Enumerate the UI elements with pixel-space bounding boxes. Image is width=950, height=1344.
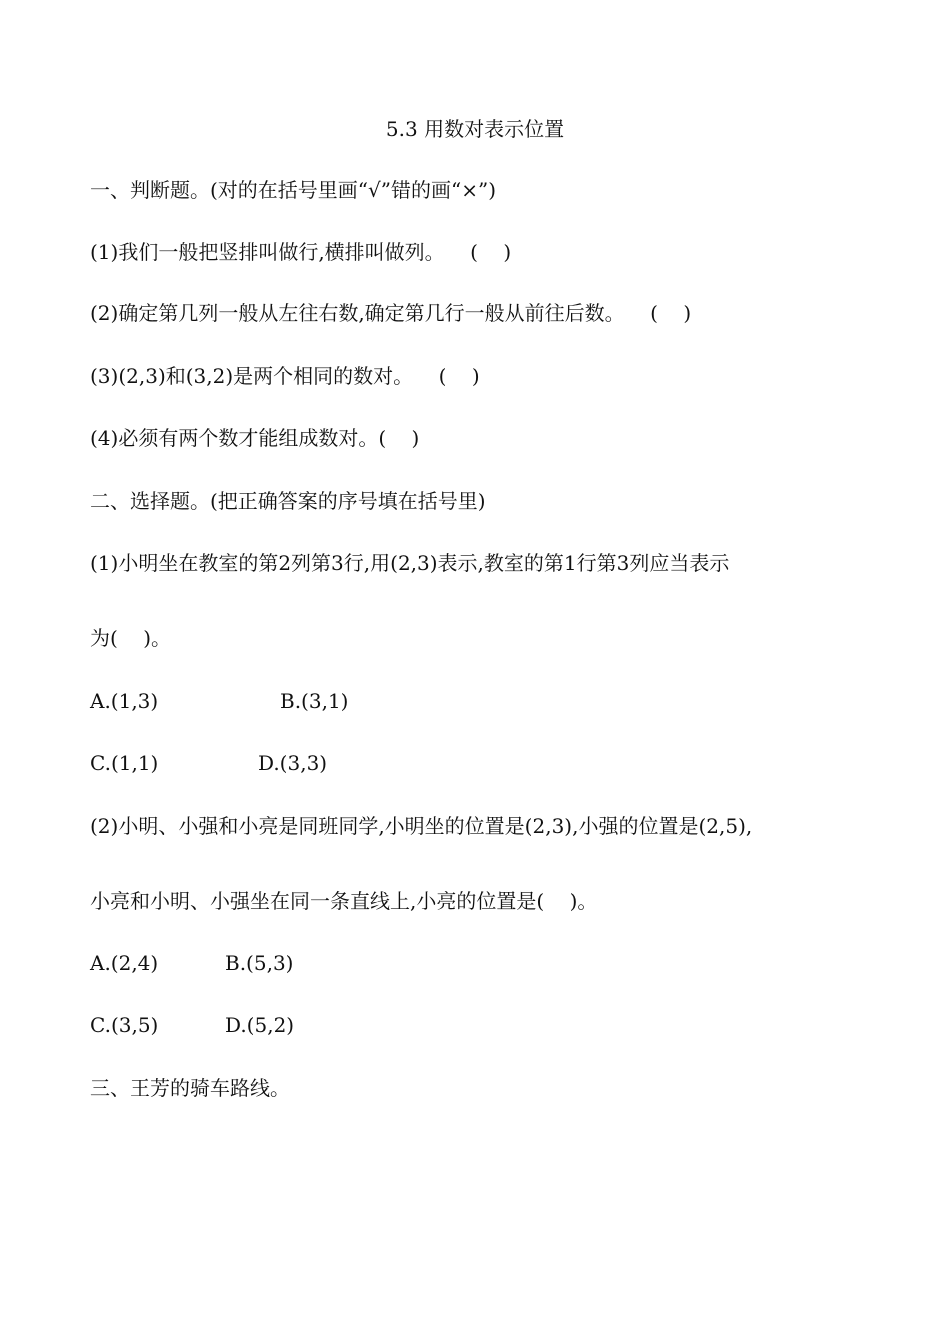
section-2-heading: 二、选择题。(把正确答案的序号填在括号里) (90, 489, 486, 513)
option-2-2-a: A.(2,4) (90, 951, 159, 975)
option-2-1-a: A.(1,3) (90, 689, 159, 713)
option-2-1-b: B.(3,1) (280, 689, 349, 713)
option-2-2-d: D.(5,2) (225, 1013, 295, 1037)
option-2-2-c: C.(3,5) (90, 1013, 159, 1037)
option-2-1-c: C.(1,1) (90, 751, 159, 775)
question-2-1-line2: 为( )。 (90, 626, 172, 650)
question-1-2: (2)确定第几列一般从左往右数,确定第几行一般从前往后数。 ( ) (90, 301, 692, 325)
section-3-heading: 三、王芳的骑车路线。 (90, 1076, 290, 1100)
question-2-1-line1: (1)小明坐在教室的第2列第3行,用(2,3)表示,教室的第1行第3列应当表示 (90, 551, 730, 575)
page-title: 5.3 用数对表示位置 (385, 117, 565, 141)
option-2-2-b: B.(5,3) (225, 951, 294, 975)
question-1-1: (1)我们一般把竖排叫做行,横排叫做列。 ( ) (90, 240, 512, 264)
question-1-3: (3)(2,3)和(3,2)是两个相同的数对。 ( ) (90, 364, 480, 388)
section-1-heading: 一、判断题。(对的在括号里画“√”错的画“×”) (90, 178, 497, 202)
question-2-2-line1: (2)小明、小强和小亮是同班同学,小明坐的位置是(2,3),小强的位置是(2,5), (90, 814, 753, 838)
question-1-4: (4)必须有两个数才能组成数对。( ) (90, 426, 420, 450)
question-2-2-line2: 小亮和小明、小强坐在同一条直线上,小亮的位置是( )。 (90, 889, 598, 913)
option-2-1-d: D.(3,3) (258, 751, 328, 775)
